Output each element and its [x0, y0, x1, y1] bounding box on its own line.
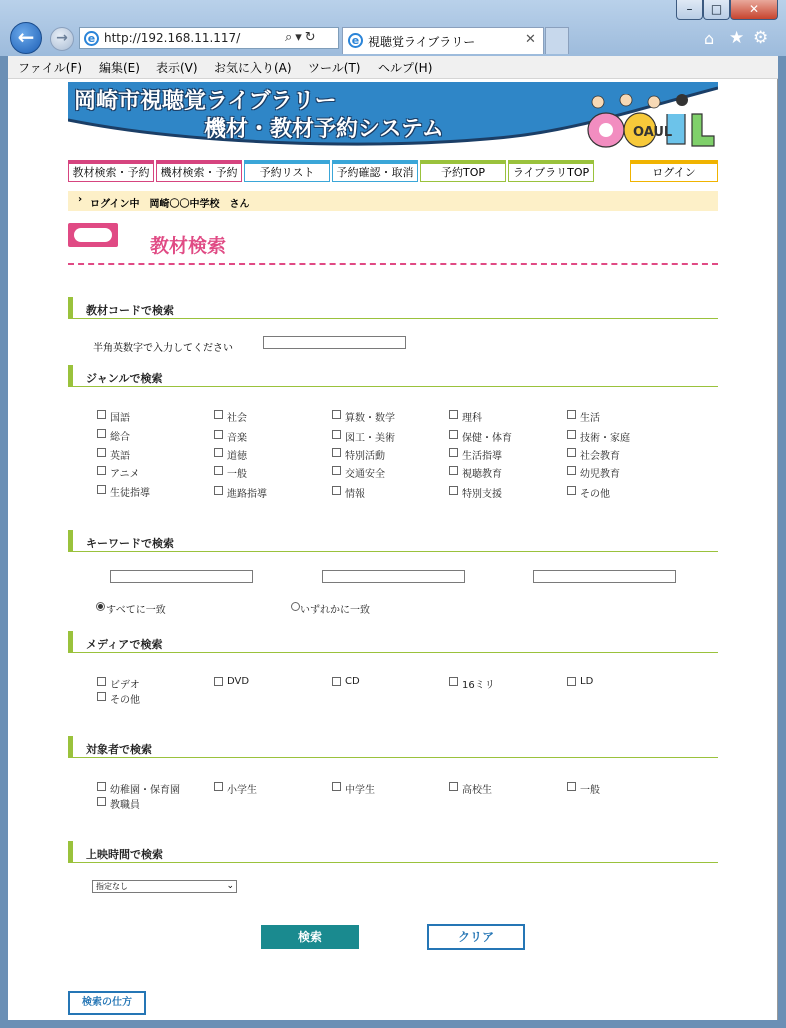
genre-checkbox-label: 幼児教育 [580, 469, 620, 480]
genre-checkbox-label: 英語 [110, 451, 130, 462]
chevron-down-icon: ⌄ [226, 881, 234, 891]
site-banner [68, 82, 718, 150]
viewport-right-border [777, 79, 778, 1020]
page-title: 教材検索 [150, 235, 227, 257]
tab-favicon-icon: e [348, 33, 363, 48]
login-button[interactable]: ログイン [630, 160, 718, 182]
audience-checkbox[interactable] [332, 782, 341, 791]
genre-checkbox-label: 技術・家庭 [580, 433, 630, 444]
audience-checkbox[interactable] [214, 782, 223, 791]
keyword-input-2[interactable] [322, 570, 465, 583]
media-checkbox-label: 16ミリ [462, 680, 495, 691]
genre-checkbox-label: 生徒指導 [110, 488, 150, 499]
genre-checkbox-label: 一般 [227, 469, 247, 480]
forward-button[interactable]: → [50, 27, 74, 51]
new-tab-button[interactable] [545, 27, 569, 54]
tab-title: 視聴覚ライブラリー [368, 35, 476, 49]
audience-checkbox-label: 小学生 [227, 785, 257, 796]
genre-checkbox[interactable] [332, 448, 341, 457]
genre-checkbox[interactable] [449, 486, 458, 495]
match-any-label: いずれかに一致 [300, 605, 370, 616]
menu-favorites[interactable]: お気に入り(A) [214, 61, 292, 75]
section-heading-code: 教材コードで検索 [68, 297, 718, 319]
media-checkbox[interactable] [332, 677, 341, 686]
menu-tools[interactable]: ツール(T) [308, 61, 361, 75]
genre-checkbox[interactable] [214, 410, 223, 419]
media-checkbox-label: LD [580, 676, 594, 687]
chevron-right-icon: › [78, 194, 83, 205]
genre-checkbox-label: 社会教育 [580, 451, 620, 462]
audience-checkbox-label: 幼稚園・保育園 [110, 785, 180, 796]
address-bar[interactable] [79, 27, 339, 49]
genre-checkbox[interactable] [449, 466, 458, 475]
match-any-radio[interactable] [291, 602, 300, 611]
audience-checkbox[interactable] [97, 782, 106, 791]
menu-help[interactable]: ヘルプ(H) [378, 61, 433, 75]
genre-checkbox[interactable] [214, 466, 223, 475]
media-checkbox-label: CD [345, 676, 360, 687]
close-window-button[interactable]: ✕ [730, 0, 778, 20]
nav-tab-library-top[interactable]: ライブラリTOP [508, 160, 594, 182]
genre-checkbox[interactable] [567, 466, 576, 475]
genre-checkbox[interactable] [567, 410, 576, 419]
genre-checkbox[interactable] [449, 448, 458, 457]
genre-checkbox-label: 交通安全 [345, 469, 385, 480]
section-heading-media: メディアで検索 [68, 631, 718, 653]
genre-checkbox[interactable] [214, 430, 223, 439]
audience-checkbox-label: 一般 [580, 785, 600, 796]
genre-checkbox-label: 道徳 [227, 451, 247, 462]
genre-checkbox[interactable] [97, 410, 106, 419]
code-instruction: 半角英数字で入力してください [93, 343, 233, 354]
home-icon[interactable]: ⌂ [704, 29, 715, 48]
nav-tab-equipment-search[interactable]: 機材検索・予約 [156, 160, 242, 182]
genre-checkbox-label: 情報 [345, 489, 365, 500]
menu-edit[interactable]: 編集(E) [99, 61, 140, 75]
audience-checkbox-label: 中学生 [345, 785, 375, 796]
title-divider [68, 263, 718, 265]
banner-title-line1: 岡崎市視聴覚ライブラリー [74, 89, 337, 114]
section-heading-audience: 対象者で検索 [68, 736, 718, 758]
match-all-label: すべてに一致 [106, 605, 166, 616]
tools-gear-icon[interactable]: ⚙ [753, 28, 769, 48]
genre-checkbox[interactable] [332, 486, 341, 495]
nav-tab-material-search[interactable]: 教材検索・予約 [68, 160, 154, 182]
media-checkbox[interactable] [97, 677, 106, 686]
menu-bar [8, 56, 778, 79]
address-url: http://192.168.11.117/ [104, 31, 241, 45]
media-checkbox-label: その他 [110, 695, 140, 706]
section-heading-duration: 上映時間で検索 [68, 841, 718, 863]
genre-checkbox-label: 社会 [227, 413, 247, 424]
genre-checkbox[interactable] [332, 430, 341, 439]
search-button[interactable]: 検索 [261, 925, 359, 949]
mascot-logo [576, 94, 718, 150]
nav-tab-reservation-confirm[interactable]: 予約確認・取消 [332, 160, 418, 182]
back-button[interactable]: ← [10, 22, 42, 54]
media-checkbox-label: ビデオ [110, 680, 140, 691]
address-search-refresh-icons[interactable]: ⌕▾↻ [285, 30, 319, 45]
tab-close-icon[interactable]: ✕ [525, 32, 536, 47]
nav-tab-reservation-top[interactable]: 予約TOP [420, 160, 506, 182]
browser-tab[interactable] [342, 27, 544, 54]
genre-checkbox-label: 生活指導 [462, 451, 502, 462]
genre-checkbox-label: 生活 [580, 413, 600, 424]
audience-checkbox-label: 教職員 [110, 800, 140, 811]
genre-checkbox[interactable] [97, 429, 106, 438]
clear-button[interactable]: クリア [427, 924, 525, 950]
genre-checkbox-label: 特別活動 [345, 451, 385, 462]
genre-checkbox[interactable] [214, 486, 223, 495]
media-checkbox[interactable] [567, 677, 576, 686]
logo-text: OAUL [633, 125, 673, 140]
favorites-star-icon[interactable]: ★ [729, 28, 745, 48]
section-heading-genre: ジャンルで検索 [68, 365, 718, 387]
genre-checkbox[interactable] [567, 486, 576, 495]
media-checkbox-label: DVD [227, 676, 250, 687]
keyword-input-1[interactable] [110, 570, 253, 583]
duration-select[interactable] [92, 880, 237, 893]
genre-checkbox-label: 特別支援 [462, 489, 502, 500]
videotape-icon [68, 223, 118, 247]
keyword-input-3[interactable] [533, 570, 676, 583]
audience-checkbox[interactable] [97, 797, 106, 806]
ie-favicon-icon: e [84, 31, 99, 46]
genre-checkbox[interactable] [97, 448, 106, 457]
match-all-radio[interactable] [96, 602, 105, 611]
audience-checkbox-label: 高校生 [462, 785, 492, 796]
media-checkbox[interactable] [214, 677, 223, 686]
genre-checkbox[interactable] [97, 466, 106, 475]
genre-checkbox-label: 図工・美術 [345, 433, 395, 444]
genre-checkbox-label: 総合 [110, 432, 130, 443]
audience-checkbox[interactable] [567, 782, 576, 791]
media-checkbox[interactable] [449, 677, 458, 686]
genre-checkbox[interactable] [449, 410, 458, 419]
genre-checkbox-label: 国語 [110, 413, 130, 424]
genre-checkbox-label: 視聴教育 [462, 469, 502, 480]
genre-checkbox[interactable] [567, 448, 576, 457]
maximize-button[interactable]: □ [703, 0, 730, 20]
login-status-text: ログイン中 岡崎〇〇中学校 さん [90, 199, 250, 210]
media-checkbox[interactable] [97, 692, 106, 701]
genre-checkbox-label: 算数・数学 [345, 413, 395, 424]
code-input[interactable] [263, 336, 406, 349]
nav-tab-reservation-list[interactable]: 予約リスト [244, 160, 330, 182]
banner-title-line2: 機材・教材予約システム [204, 117, 444, 142]
genre-checkbox[interactable] [332, 410, 341, 419]
menu-view[interactable]: 表示(V) [156, 61, 198, 75]
genre-checkbox-label: 音楽 [227, 433, 247, 444]
genre-checkbox[interactable] [449, 430, 458, 439]
minimize-button[interactable]: – [676, 0, 703, 20]
duration-selected-value: 指定なし [96, 882, 128, 891]
genre-checkbox-label: アニメ [110, 469, 140, 480]
audience-checkbox[interactable] [449, 782, 458, 791]
genre-checkbox-label: その他 [580, 489, 610, 500]
login-status-bar [68, 191, 718, 211]
genre-checkbox[interactable] [97, 485, 106, 494]
genre-checkbox[interactable] [214, 448, 223, 457]
genre-checkbox[interactable] [567, 430, 576, 439]
genre-checkbox-label: 理科 [462, 413, 482, 424]
menu-file[interactable]: ファイル(F) [18, 61, 83, 75]
genre-checkbox-label: 進路指導 [227, 489, 267, 500]
search-help-button[interactable]: 検索の仕方 [68, 991, 146, 1015]
genre-checkbox[interactable] [332, 466, 341, 475]
section-heading-keyword: キーワードで検索 [68, 530, 718, 552]
genre-checkbox-label: 保健・体育 [462, 433, 512, 444]
